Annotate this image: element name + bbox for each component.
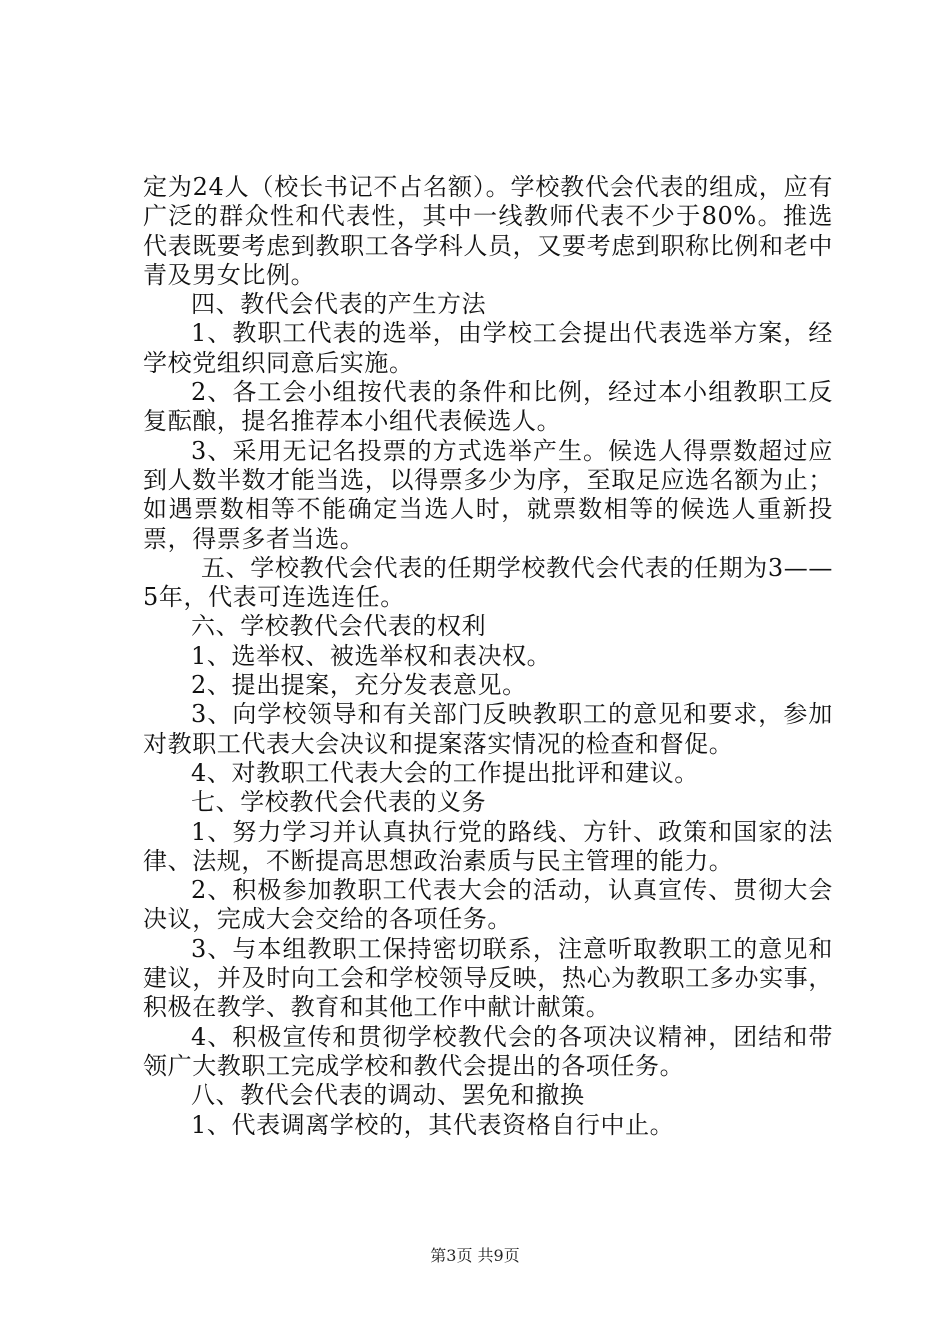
paragraph: 2、各工会小组按代表的条件和比例，经过本小组教职工反复酝酿，提名推荐本小组代表候选人。 — [143, 378, 833, 436]
paragraph: 1、教职工代表的选举，由学校工会提出代表选举方案，经学校党组织同意后实施。 — [143, 319, 833, 377]
paragraph: 1、代表调离学校的，其代表资格自行中止。 — [191, 1110, 675, 1139]
section-heading: 四、教代会代表的产生方法 — [191, 290, 487, 319]
paragraph: 1、选举权、被选举权和表决权。 — [191, 641, 552, 670]
paragraph: 3、与本组教职工保持密切联系，注意听取教职工的意见和建议，并及时向工会和学校领导反映，热心为教职工多办实事，积极在教学、教育和其他工作中献计献策。 — [143, 934, 833, 1022]
section-heading: 六、学校教代会代表的权利 — [191, 612, 487, 641]
section-heading: 八、教代会代表的调动、罢免和撤换 — [191, 1081, 585, 1110]
paragraph: 1、努力学习并认真执行党的路线、方针、政策和国家的法律、法规，不断提高思想政治素质与民主管理的能力。 — [143, 817, 833, 875]
page-footer: 第3页 共9页 — [430, 1246, 520, 1265]
section-heading: 五、学校教代会代表的任期学校教代会代表的任期为3——5年，代表可连选连任。 — [143, 553, 833, 612]
paragraph: 4、对教职工代表大会的工作提出批评和建议。 — [191, 758, 699, 787]
paragraph: 4、积极宣传和贯彻学校教代会的各项决议精神，团结和带领广大教职工完成学校和教代会提出的各项任务。 — [143, 1022, 833, 1080]
paragraph: 2、提出提案，充分发表意见。 — [191, 671, 527, 700]
section-heading: 七、学校教代会代表的义务 — [191, 788, 487, 817]
paragraph: 3、向学校领导和有关部门反映教职工的意见和要求，参加对教职工代表大会决议和提案落实情况的检查和督促。 — [143, 700, 833, 758]
paragraph: 3、采用无记名投票的方式选举产生。候选人得票数超过应到人数半数才能当选，以得票多少为序，至取足应选名额为止；如遇票数相等不能确定当选人时，就票数相等的候选人重新投票，得票多者当选。 — [143, 436, 833, 553]
paragraph: 2、积极参加教职工代表大会的活动，认真宣传、贯彻大会决议，完成大会交给的各项任务。 — [143, 876, 833, 934]
paragraph: 定为24人（校长书记不占名额）。学校教代会代表的组成，应有广泛的群众性和代表性，其中一线教师代表不少于80%。推选代表既要考虑到教职工各学科人员，又要考虑到职称比例和老中青及男女比例。 — [143, 173, 833, 289]
document-body — [143, 173, 833, 1140]
